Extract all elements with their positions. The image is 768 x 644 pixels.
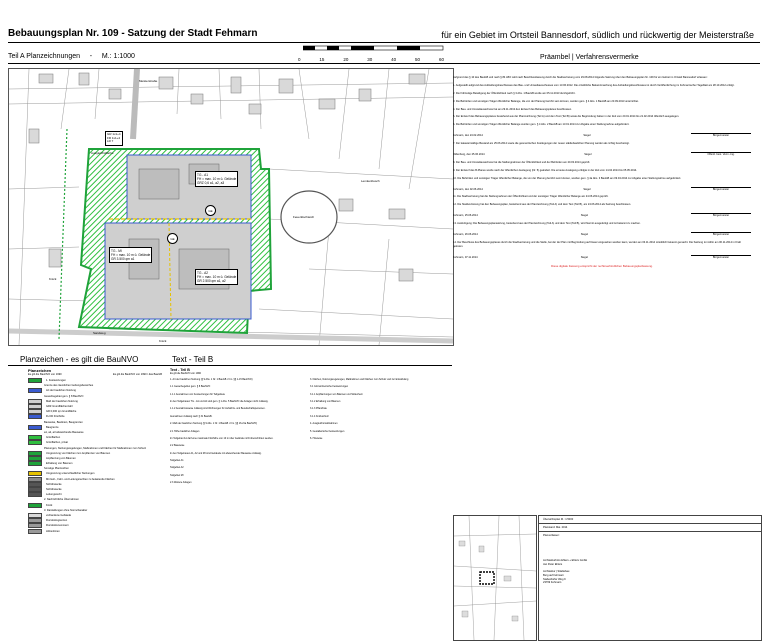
legend-label: Umgrenzung von Flächen zum Anpflanzen von Bäumen [46,451,111,455]
sig-role: Bürgermeister [691,232,751,237]
sig-role: Bürgermeister [691,187,751,192]
gr-info-box [105,131,123,146]
info-planstand: Planstand: Mai. 2014 [539,524,761,532]
verf-item-7: 7. Der katastermäßige Bestand am 25.06.2014 sowie die geometrischen Festlegungen der neuen städtebaulichen Planung werden als richtig bescheinigt. [453,142,630,146]
verf-item-13: 13. Ausfertigung: Die Bebauungsplansatzung, bestehend aus der Planzeichnung (Teil A) und dem Text (Teil B), wird hiermit ausgefertigt und ist bekannt zu machen. [453,222,641,226]
textb-paragraph: Ausnahmen zulässig nach § 31 BauGB. [170,414,213,418]
legend-label: Flurstücksnummern [46,524,69,528]
sig-place: Fehmarn, 25.06.2014 [453,214,478,218]
plan-map[interactable] [8,68,454,346]
zone-a1-grz: GRZ 0,6 a1, a2, a3 [197,181,225,185]
verf-item: 2. Die frühzeitige Beteiligung der Öffentlichkeit nach § 3 Abs. 1 BauGB wurde am 05.11.2013 durchgeführt. [453,91,576,95]
map-label-ausgleich: Ausgleichsfläche [91,151,114,155]
legend-label: GRZ Grundflächenzahl [46,405,73,409]
legend-label: 3. Darstellungen ohne Normcharakter [44,508,88,512]
map-label-lemkenbusch: Lemkenbusch [361,179,380,183]
textb-paragraph: 1. Art der baulichen Nutzung (§ 9 Abs. 1 Nr. 1 BauGB i.V.m. §§ 1-15 BauNVO) [170,378,253,381]
scale-bar [303,44,453,56]
legend-heading: Planzeichen [28,368,52,373]
sig-role: Bürgermeister [691,133,751,138]
legend-label: Sichtdreiecke [46,488,62,492]
sig-seal: Siegel [580,255,588,259]
legend-label: Erhaltung von Bäumen [46,462,73,466]
page-subtitle: für ein Gebiet im Ortsteil Bannesdorf, südlich und rückwertig der Meisterstraße [441,30,754,40]
zone-a1-label [195,171,238,187]
lr-line: LR 7 [107,139,114,144]
verf-item: 3. Die Behörden und sonstigen Träger öffentlicher Belange, die von der Planung berührt sein können, wurden gem. § 4 Abs. 1 BauGB am 23.09.2013 unterrichtet. [453,99,639,103]
legend-swatch [28,378,42,383]
page-title: Bebauungsplan Nr. 109 - Satzung der Stadt Fehmarn [8,28,258,39]
legend-label: Baugrenze [46,425,59,429]
info-zip: 23769 Fehmarn [543,581,562,585]
map-label-knick-2: Knick [159,339,167,343]
zone-a2-fh: FH = max. 10 m ü. Gelände [197,275,237,279]
sig-seal: Siegel [584,153,592,157]
textb-paragraph: Teilgebiet MI [170,473,184,477]
legend-swatch [28,447,40,450]
verf-item: 5. Der Entwurf des Bebauungsplanes bestehend aus der Planzeichnung (Teil A) und dem Text (Teil B) sowie die Begründung haben in der Zeit vom 20.01.2014 bis 21.02.2014 öffentlich ausgelegen. [453,115,680,119]
verf-intro: Aufgrund des § 10 des BauGB und nach § 84 LBO wird nach Beschlussfassung durch die Stadtvertretung vom 29.08.2014 folgende Satzung über den Bebauungsplan Nr. 109 für ein Gebiet im Ortsteil Bannesdorf erlassen: [453,76,708,79]
legend-swatch [28,440,42,445]
legend-label: Anpflanzung von Bäumen [46,456,76,460]
legend-swatch [28,492,42,497]
legend-swatch [28,509,40,512]
legend-list [28,378,162,534]
signature-block-1 [453,133,751,138]
scale-bar-labels [298,57,444,62]
legend-label: Sichtdreiecke [46,482,62,486]
verf-item: 9. Der Entwurf des B-Planes wurde nach der öffentlichen Auslegung (Nr. 5) geändert. Die erneute Auslegung erfolgte in der Zeit vom 14.04.2014 bis 05.05.2014. [453,168,638,172]
verf-items-1 [453,84,751,127]
legend-item [28,528,162,533]
zone-a2-label [195,269,238,285]
verf-item: 6. Die Behörden und sonstigen Träger öffentlicher Belange wurden gem. § 4 Abs. 2 BauGB am 13.01.2014 zur Abgabe einer Stellungnahme aufgefordert. [453,123,630,127]
signature-block-3 [453,187,751,192]
zone-mi-name: TG - MI [111,249,122,253]
verf-items-2 [453,161,751,181]
legend-label: Bauweise, Baulinien, Baugrenzen [44,420,83,424]
overview-map[interactable] [453,515,537,641]
legend-label: Planungen, Nutzungsregelungen, Maßnahmen und Flächen für Maßnahmen zum Schutz [44,446,147,450]
legend-label: Flurstücksgrenzen [46,519,68,523]
legend-swatch [28,503,42,508]
teil-a-heading [8,53,135,60]
sig-place: Fehmarn, 26.06.2014 [453,233,478,237]
textb-title: Text - Teil B [172,355,214,364]
textb-paragraph: 1.1.2 Ausnahmsweise zulässig sind Wohnungen für Aufsichts- und Bereitschaftspersonen. [170,407,266,411]
textb-paragraph: 3.1 Grünordnerische Festsetzungen [310,385,349,389]
teil-a-label: Teil A Planzeichnungen [8,53,80,60]
sig-seal: Siegel [580,233,589,237]
legend-swatch [28,414,42,419]
legend-swatch [28,421,40,424]
meisterstrasse-road [133,69,137,139]
scale-tick: 30 [367,57,373,62]
signature-block-6 [453,255,751,260]
sig-seal: Siegel [583,134,591,138]
verf-item: 4. Der Bau- und Umweltausschuss hat am 29.11.2013 den Entwurf des Bebauungsplanes beschlossen. [453,107,572,111]
legend-swatch [28,395,40,398]
legend-label: a1, a2, a3 abweichende Bauweise [44,430,84,434]
verf-item: 8. Der Bau- und Umweltausschuss hat die Stellungnahmen der Öffentlichkeit und der Behörden am 20.03.2014 geprüft. [453,160,591,164]
textb-paragraph: 1.1 Gewerbegebiet gem. § 8 BauNVO [170,385,211,389]
textb-paragraph: 1.1.1 Ausnahmen von Festsetzungen für Teilgebiete [170,392,225,396]
sub-rule [8,63,760,64]
legend-swatch [28,384,40,387]
textb-paragraph: Teilgebiet A2 [170,466,184,470]
legend-swatch [28,467,40,470]
legend-label: FH 00 Firsthöhe [46,415,65,419]
legend-c1: Es gilt die BauNVO von 1990 [28,373,62,376]
legend-label: Knick [46,503,53,507]
verf-item: 10. Die Behörden und sonstigen Träger öffentlicher Belange, die von der Planung berührt sein können, wurden gem. § 4a Abs. 3 BauGB am 09.04.2014 zur Abgabe einer Stellungnahme aufgefordert. [453,176,682,180]
textb-paragraph: 3.1.2 Erhaltung von Bäumen [310,400,341,404]
textb-paragraph: 3.1.1 Anpflanzungen von Bäumen und Sträuchern [310,392,363,396]
sig-place: Fehmarn, 07.11.2014 [453,255,478,259]
legend-title: Planzeichen - es gilt die BauNVO [20,355,139,364]
ge-marker: GE [205,205,216,216]
sig-place: Fehmarn, den 24.02.2014 [453,134,483,138]
map-label-feuerloeschteich: Feuerlöschteich [293,215,315,219]
zone-mi-gr: GR 3.500 qm a1 [111,257,135,261]
sig-role: Öffentl. best. Verm.-Ing. [691,152,751,157]
verf-item-11: 11. Die Stadtvertretung hat die Stellungnahmen der Öffentlichkeit und der sonstigen Träger öffentlicher Belange am 24.06.2014 geprüft. [453,195,609,199]
signature-block-4 [453,213,751,218]
legend-label: Mit Geh-, Fahr- und Leitungsrechten zu belastende Flächen [46,477,115,481]
info-office: Architekturbüro Ehlers + Ehlers GmbH [543,559,588,562]
sig-seal: Siegel [580,214,589,218]
textb-paragraph: Teilgebiet A1 [170,458,184,462]
signature-block-2 [453,152,751,157]
textb-panel [170,368,440,638]
info-overview: Übersichtsplan M.: 1:5000 [539,516,761,524]
zone-mi-label [109,247,152,263]
knick-line [59,129,67,339]
info-city: Burg auf Fehmarn [543,573,564,577]
legend-label: Grenze des räumlichen Geltungsbereiches [44,384,94,388]
legend-label: Grünflächen [46,436,61,440]
ge-marker-2: GE [167,233,178,244]
sig-seal: Siegel [583,187,591,191]
praeambel-heading: Präambel | Verfahrensvermerke [540,54,639,61]
scale-tick: 0 [298,57,301,62]
textb-paragraph: 3. Flächen, Nutzungsregelungen, Maßnahmen und Flächen zum Schutz und zur Entwicklung [310,378,409,381]
legend-label: Umgrenzung unterschiedlicher Nutzungen [46,472,95,476]
textb-column-1 [170,378,298,488]
legend-panel [28,368,162,638]
legend-rule [8,365,452,366]
sig-place: Fehmarn, den 02.06.2014 [453,187,483,191]
plan-map-svg [9,69,453,345]
info-planverfasser: Planverfasser: [543,534,560,537]
zone-a1-name: TG - A1 [197,173,208,177]
sig-role: Bürgermeister [691,213,751,218]
legend-swatch [28,425,42,430]
textb-column-2 [310,378,438,444]
legend-swatch [28,461,42,466]
signature-block-5 [453,232,751,237]
legend-label: vorhandene Gebäude [46,513,72,517]
textb-paragraph: 6. Hinweise [310,436,323,440]
legend-swatch [28,431,40,434]
map-label-knick: Knick [49,277,57,281]
legend-label: GR 0,000 qm Grundfläche [46,410,77,414]
header-rule [8,42,760,43]
scale-label: M.: 1:1000 [101,53,135,60]
scale-tick: 50 [415,57,421,62]
scale-tick: 20 [343,57,349,62]
legend-label: Gewerbegebiet gem. § 8 BauNVO [44,394,84,398]
textb-paragraph: 2.2 Bauweise [170,444,185,448]
info-person: Jan Peter Ehlers [543,562,563,566]
scale-tick: 60 [438,57,444,62]
textb-paragraph: In den Teilgebieten A1, A2 und MI sind Gebäude mit abweichender Bauweise zulässig. [170,451,262,455]
legend-swatch [28,529,42,534]
textb-paragraph: 2. Maß der baulichen Nutzung (§ 9 Abs. 1 Nr. 1 BauGB i.V.m. §§ 16-21a BauNVO) [170,422,258,426]
legend-label: Maß der baulichen Nutzung [46,399,78,403]
verf-item: 1. Aufgestellt aufgrund des Aufstellungsbeschlusses des Bau- und Umweltausschusses vom 13.06.2012. Die ortsübliche Bekanntmachung des Aufstellungsbeschlusses ist durch Veröffentlichung im Fehmarnscher Tageblatt am 28.10.2012 erfolgt. [453,83,735,87]
legend-label: 1. Festsetzungen [46,379,66,383]
legend-swatch [28,388,42,393]
legend-label: Grünflächen, privat [46,441,68,445]
textb-paragraph: Im Teilgebiet A1 darf eine maximale Firsthöhe von 10 m über Gelände nicht überschritten werden. [170,436,274,440]
scale-tick: 40 [391,57,397,62]
info-discipline: Architektur | Städtebau [543,569,570,573]
legend-label: 2. Nachrichtliche Übernahmen [44,498,79,502]
zone-mi-fh: FH = max. 10 m ü. Gelände [111,253,151,257]
zone-a2-name: TG - A2 [197,271,208,275]
fr-line: FR 1x1+4 [107,135,121,140]
zone-a2-gr: GR 2.500 qm a1, a2 [197,279,226,283]
map-label-meisterstrasse: Meisterstraße [139,79,158,83]
verf-item-12: 12. Die Stadtvertretung hat den Bebauungsplan, bestehend aus der Planzeichnung (Teil A) und dem Text (Teil B), am 24.06.2014 als Satzung beschlossen. [453,203,632,207]
textb-paragraph: In den Teilgebieten TG - A1 und A2 sind gem. § 1 Abs. 5 BauNVO die Anlagen nicht zulässig. [170,400,269,404]
textb-sub: Es gilt die BauNVO von 1990 [170,372,201,375]
textb-paragraph: 3.1.3 Pflanzliste [310,407,327,411]
zone-a1-fh: FH = max. 10 m ü. Gelände [197,177,237,181]
textb-paragraph: 3.1.4 Knickschutz [310,414,329,418]
map-label-sandweg: Sandweg [93,331,106,335]
red-note: Diese digitale Fassung entspricht der rechtsverbindlichen Bebauungsplanfassung. [551,263,653,268]
gr-line: GR 1x1+4 [107,132,121,136]
legend-label: Leitungsrecht [46,493,62,497]
scale-tick: 15 [319,57,325,62]
legend-label: Sonstige Planzeichen [44,467,69,471]
textb-paragraph: 5. Gestalterische Festsetzungen [310,429,345,433]
legend-label: Art der baulichen Nutzung [46,389,76,393]
verfahrensvermerke [453,76,751,514]
info-street: Staberdorfer Weg 9 [543,577,566,581]
plan-info-box [538,515,762,641]
overview-map-svg [454,516,536,640]
sig-place: Oldenburg, den 25.06.2014 [453,153,485,157]
legend-c2: Es gilt die BauNVO von 1990 / das BauGB [112,373,162,376]
textb-paragraph: 2.1 Höhe baulicher Anlagen [170,429,200,433]
textb-paragraph: 4. Ausgleichsmaßnahmen [310,422,338,426]
legend-label: Höhenlinien [46,529,60,533]
verf-item-14: 14. Der Beschluss des Bebauungsplanes durch die Stadtvertretung und die Stelle, bei der der Plan mit Begründung auf Dauer eingesehen werden kann, wurden am 03.11.2014 ortsüblich bekannt gemacht. Die Satzung ist mithin am 06.11.2014 in Kraft getreten. [453,240,741,248]
sig-role: Bürgermeister [691,255,751,260]
teil-a-dash: - [89,53,93,60]
legend-swatch [28,498,40,501]
textb-heading: Text - Teil B [170,368,190,372]
textb-paragraph: 2.3 Weitere Anlagen [170,481,192,485]
